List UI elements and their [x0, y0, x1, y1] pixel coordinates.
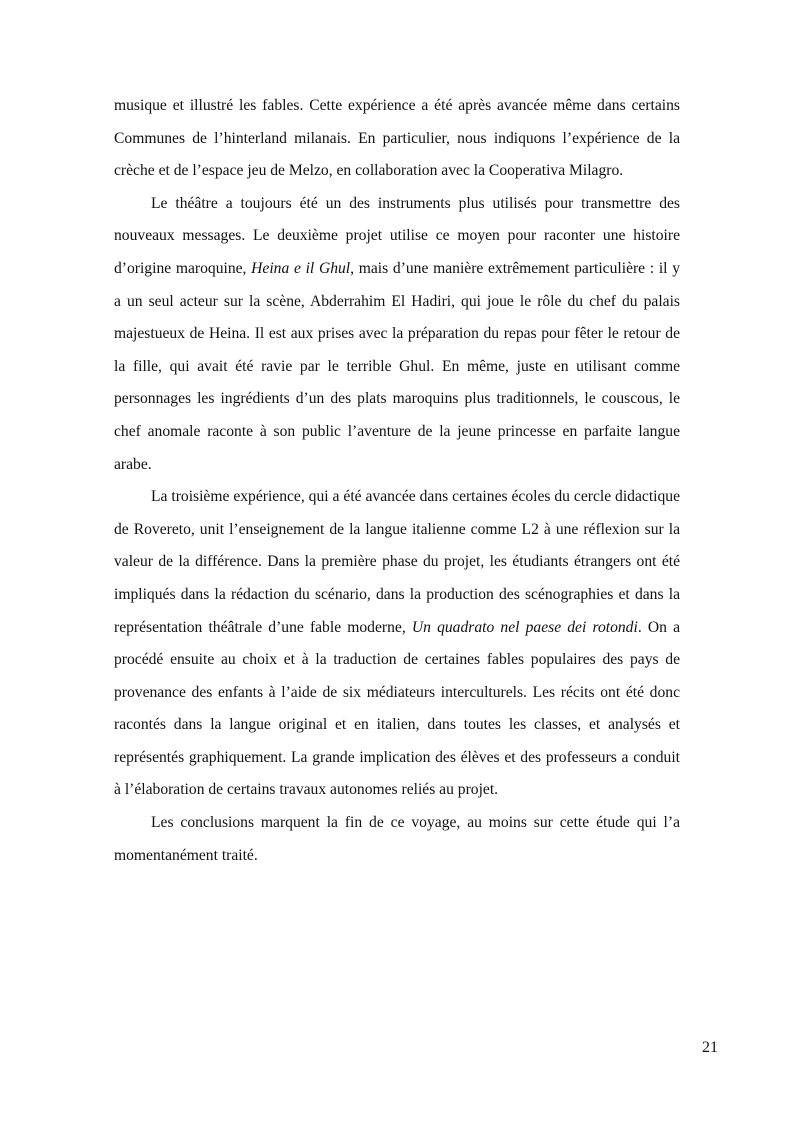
- paragraph-1: [114, 90, 680, 188]
- paragraph-text: musique et illustré les fables. Cette expérience a été après avancée même dans certains Communes de l’hinterland milanais. En particulier, nous indiquons l’expérience de la crèche et de l’espace jeu de Melzo, en collaboration avec la Cooperativa Milagro.: [114, 97, 680, 180]
- page-number: 21: [702, 1039, 718, 1056]
- paragraph-text: Le théâtre a toujours été un des instruments plus utilisés pour transmettre des nouveaux messages. Le deuxième projet utilise ce moyen pour raconter une histoire d’origine maroquine,: [114, 194, 680, 277]
- paragraph-text: La troisième expérience, qui a été avancée dans certaines écoles du cercle didactique de Rovereto, unit l’enseignement de la langue italienne comme L2 à une réflexion sur la valeur de la différence. Dans la première phase du projet, les étudiants étrangers ont été impliqués dans la rédaction du scénario, dans la production des scénographies et dans la représentation théâtrale d’une fable moderne,: [114, 488, 680, 636]
- paragraph-4: [114, 807, 680, 872]
- paragraph-3: [114, 481, 680, 807]
- paragraph-text: . On a procédé ensuite au choix et à la traduction de certaines fables populaires des pays de provenance des enfants à l’aide de six médiateurs interculturels. Les récits ont été donc racontés dans la langue original et en italien, dans toutes les classes, et analysés et représentés graphiquement. La grande implication des élèves et des professeurs a conduit à l’élaboration de certains travaux autonomes reliés au projet.: [114, 618, 680, 799]
- paragraph-text: Les conclusions marquent la fin de ce voyage, au moins sur cette étude qui l’a momentanément traité.: [114, 814, 680, 864]
- italic-title-heina: Heina e il Ghul: [251, 259, 351, 277]
- body-text: [114, 90, 680, 872]
- paragraph-2: [114, 188, 680, 481]
- italic-title-quadrato: Un quadrato nel paese dei rotondi: [411, 618, 638, 636]
- paragraph-text: , mais d’une manière extrêmement particulière : il y a un seul acteur sur la scène, Abderrahim El Hadiri, qui joue le rôle du chef du palais majestueux de Heina. Il est aux prises avec la préparation du repas pour fêter le retour de la fille, qui avait été ravie par le terrible Ghul. En même, juste en utilisant comme personnages les ingrédients d’un des plats maroquins plus traditionnels, le couscous, le chef anomale raconte à son public l’aventure de la jeune princesse en parfaite langue arabe.: [114, 259, 680, 473]
